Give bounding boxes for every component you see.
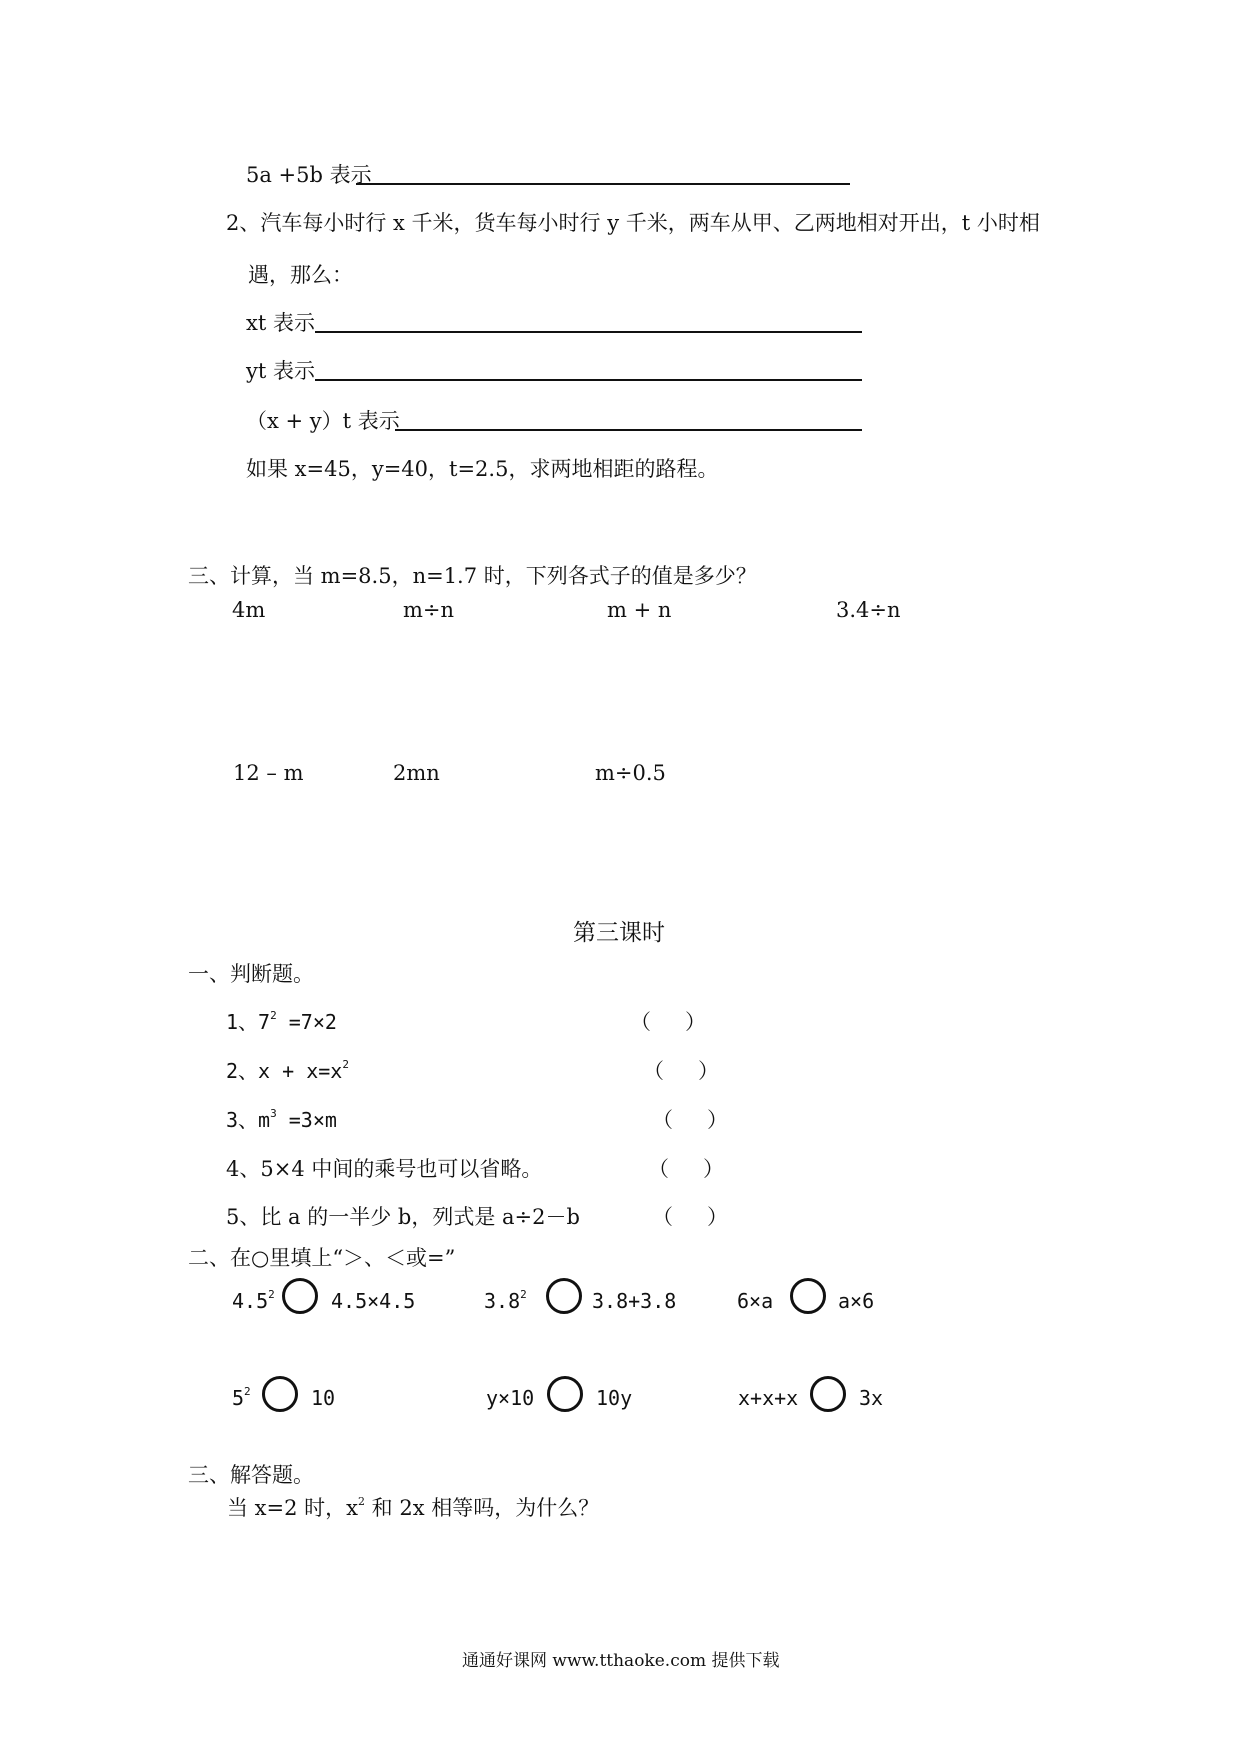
expr-5a5b-label: 5a +5b 表示 <box>246 163 372 187</box>
calc-expr-m-plus-n: m + n <box>607 598 672 622</box>
answer-line-5a5b <box>356 183 850 185</box>
answer-line-yt <box>315 379 862 381</box>
answer-heading: 三、解答题。 <box>188 1463 314 1487</box>
question-2-line1: 2、汽车每小时行 x 千米，货车每小时行 y 千米，两车从甲、乙两地相对开出，t 小时相 <box>226 211 1040 235</box>
compare-2-right: 3.8+3.8 <box>592 1289 677 1313</box>
calc-expr-4m: 4m <box>232 598 266 622</box>
expr-xt-label: xt 表示 <box>246 311 315 335</box>
expr-yt-label: yt 表示 <box>246 359 315 383</box>
compare-3-circle[interactable] <box>790 1278 826 1314</box>
calc-expr-3.4-div-n: 3.4÷n <box>836 598 901 622</box>
judge-item-3: 3、$m^3 =3\times m$ <box>226 1107 337 1132</box>
compare-1-circle[interactable] <box>282 1278 318 1314</box>
compare-6-right: 3x <box>859 1386 884 1410</box>
judge-answer-5[interactable]: （ ） <box>652 1205 728 1229</box>
answer-line-xt <box>315 331 862 333</box>
compare-5-circle[interactable] <box>547 1376 583 1412</box>
judge-answer-1[interactable]: （ ） <box>630 1010 706 1034</box>
footer-credit: 通通好课网 www.tthaoke.com 提供下载 <box>462 1651 780 1671</box>
answer-line-xyt <box>395 429 862 431</box>
compare-6-circle[interactable] <box>810 1376 846 1412</box>
question-2-values: 如果 x=45，y=40，t=2.5，求两地相距的路程。 <box>246 457 719 481</box>
judge-heading: 一、判断题。 <box>188 962 314 986</box>
judge-item-5: 5、比 a 的一半少 b，列式是 a÷2－b <box>226 1205 580 1229</box>
calc-expr-2mn: 2mn <box>393 761 440 785</box>
expr-xyt-label: （x + y）t 表示 <box>246 409 400 433</box>
compare-2-left: $3.8^2$ <box>484 1288 527 1313</box>
judge-item-2: 2、$x + x=x^2$ <box>226 1058 349 1083</box>
compare-4-left: $5^2$ <box>232 1385 251 1410</box>
compare-heading: 二、在○里填上“＞、＜或=” <box>188 1246 456 1270</box>
compare-5-right: 10y <box>596 1386 633 1410</box>
compare-5-left: y×10 <box>486 1386 535 1410</box>
compare-1-left: $4.5^2$ <box>232 1288 275 1313</box>
judge-item-4: 4、5×4 中间的乘号也可以省略。 <box>226 1157 543 1181</box>
judge-answer-3[interactable]: （ ） <box>652 1108 728 1132</box>
judge-item-1: 1、$7^2 =7\times 2$ <box>226 1009 337 1034</box>
compare-3-left: 6×a <box>737 1289 774 1313</box>
compare-2-circle[interactable] <box>546 1278 582 1314</box>
compare-6-left: x+x+x <box>738 1386 799 1410</box>
compare-4-right: 10 <box>311 1386 336 1410</box>
section-3-heading: 三、计算，当 m=8.5，n=1.7 时，下列各式子的值是多少？ <box>188 564 757 588</box>
calc-expr-12-minus-m: 12 – m <box>233 761 304 785</box>
question-2-line2: 遇，那么： <box>248 263 353 287</box>
judge-answer-4[interactable]: （ ） <box>648 1157 724 1181</box>
calc-expr-m-div-n: m÷n <box>403 598 455 622</box>
answer-question: 当 x=2 时，$x^2$ 和 2x 相等吗，为什么？ <box>227 1495 600 1520</box>
judge-answer-2[interactable]: （ ） <box>643 1059 719 1083</box>
calc-expr-m-div-0.5: m÷0.5 <box>595 761 666 785</box>
lesson-3-title: 第三课时 <box>573 920 665 946</box>
compare-1-right: 4.5×4.5 <box>331 1289 416 1313</box>
compare-3-right: a×6 <box>838 1289 875 1313</box>
compare-4-circle[interactable] <box>262 1376 298 1412</box>
